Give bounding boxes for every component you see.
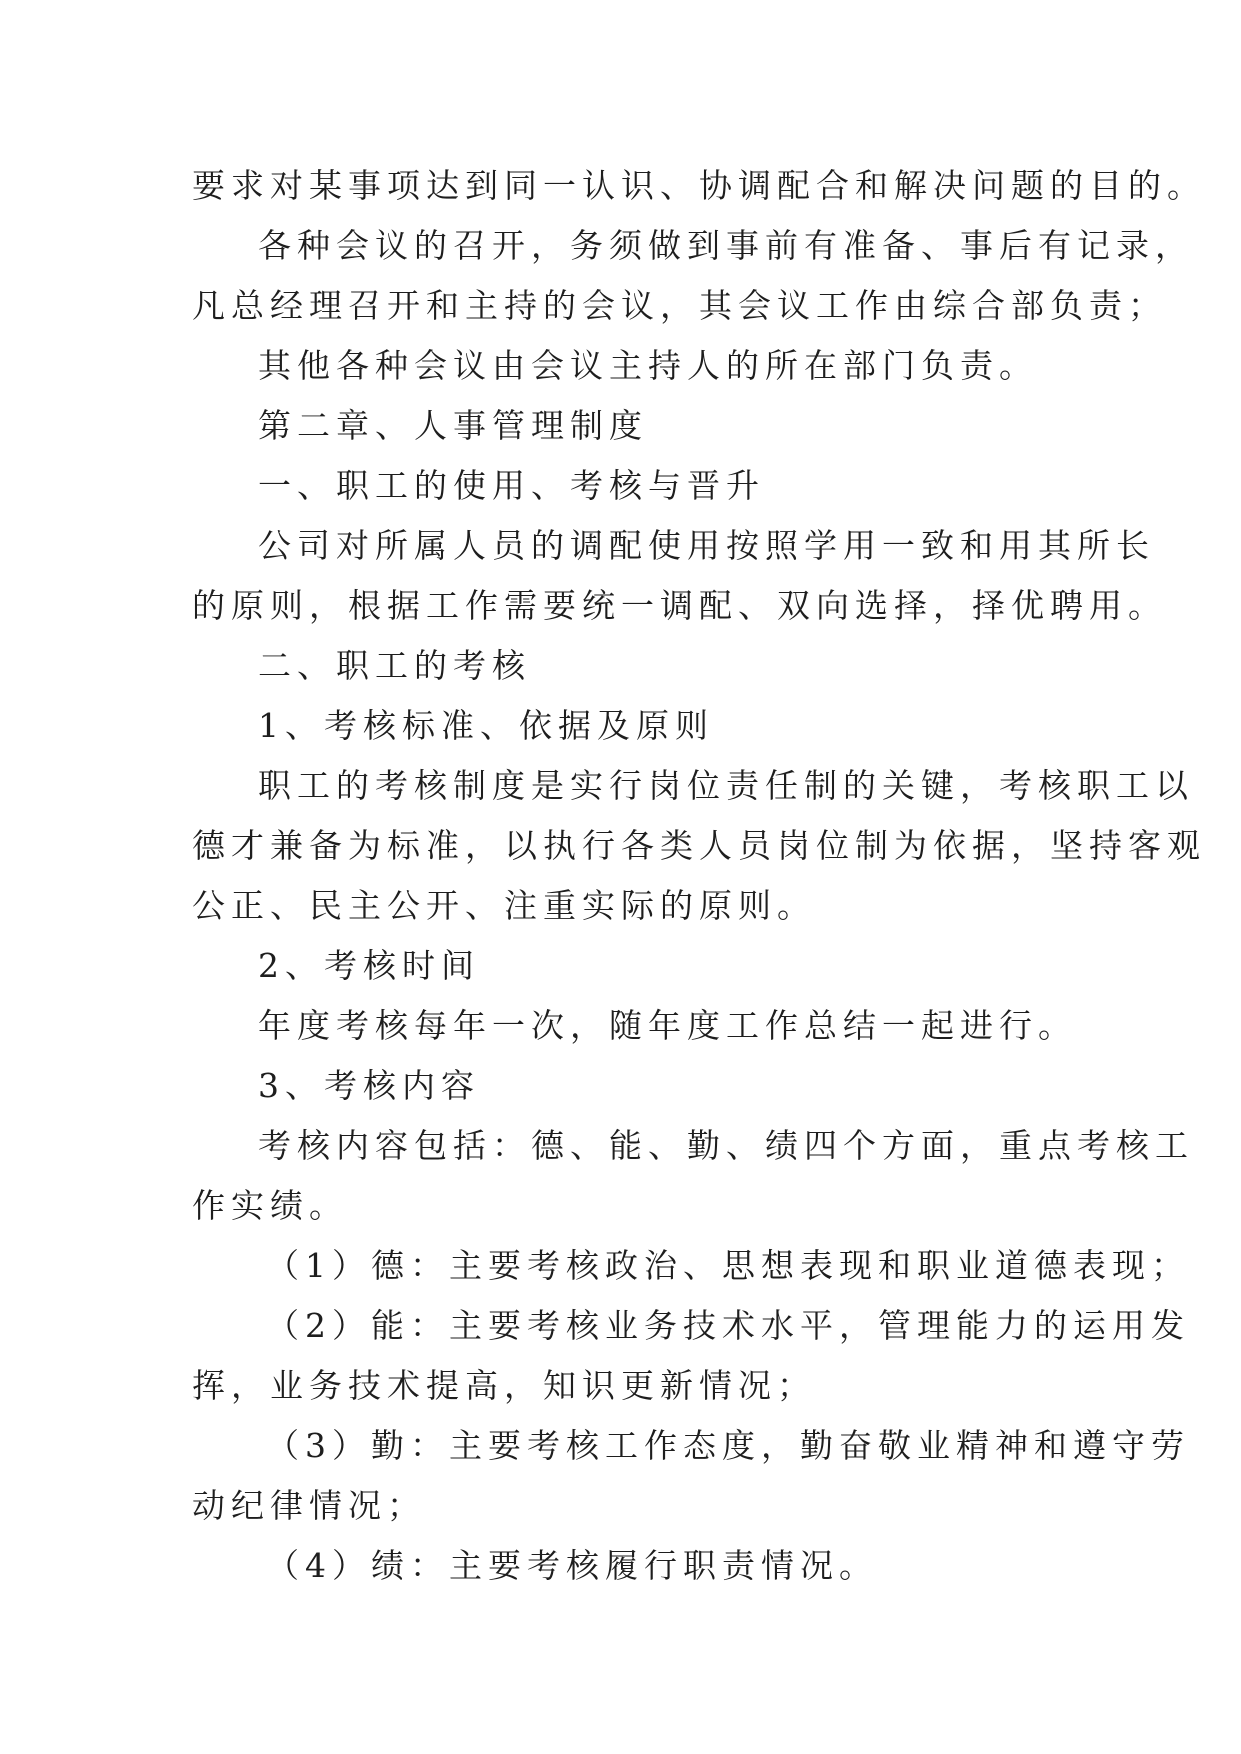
list-item-2: （2）能：主要考核业务技术水平，管理能力的运用发: [266, 1306, 1190, 1345]
subsection-heading-2: 2、考核时间: [258, 946, 480, 985]
text-line-4: 其他各种会议由会议主持人的所在部门负责。: [258, 346, 1038, 385]
text-line-2: 各种会议的召开，务须做到事前有准备、事后有记录，: [258, 226, 1194, 265]
text-line-13: 公正、民主公开、注重实际的原则。: [192, 886, 816, 925]
list-item-3-continued: 动纪律情况；: [192, 1486, 426, 1525]
text-line-17: 考核内容包括：德、能、勤、绩四个方面，重点考核工: [258, 1126, 1194, 1165]
section-heading-1: 一、职工的使用、考核与晋升: [258, 466, 765, 505]
subsection-heading-1: 1、考核标准、依据及原则: [258, 706, 714, 745]
text-line-11: 职工的考核制度是实行岗位责任制的关键，考核职工以: [258, 766, 1194, 805]
subsection-heading-3: 3、考核内容: [258, 1066, 480, 1105]
document-body: [192, 156, 1206, 1596]
list-item-1: （1）德：主要考核政治、思想表现和职业道德表现；: [266, 1246, 1190, 1285]
list-item-2-continued: 挥，业务技术提高，知识更新情况；: [192, 1366, 816, 1405]
text-line-12: 德才兼备为标准，以执行各类人员岗位制为依据，坚持客观: [192, 826, 1206, 865]
text-line-1: 要求对某事项达到同一认识、协调配合和解决问题的目的。: [192, 166, 1206, 205]
text-line-18: 作实绩。: [192, 1186, 348, 1225]
list-item-3: （3）勤：主要考核工作态度，勤奋敬业精神和遵守劳: [266, 1426, 1190, 1465]
section-heading-2: 二、职工的考核: [258, 646, 531, 685]
list-item-4: （4）绩：主要考核履行职责情况。: [266, 1546, 878, 1585]
text-line-3: 凡总经理召开和主持的会议，其会议工作由综合部负责；: [192, 286, 1167, 325]
text-line-7: 公司对所属人员的调配使用按照学用一致和用其所长: [258, 526, 1155, 565]
text-line-15: 年度考核每年一次，随年度工作总结一起进行。: [258, 1006, 1077, 1045]
chapter-heading: 第二章、人事管理制度: [258, 406, 648, 445]
text-line-8: 的原则，根据工作需要统一调配、双向选择，择优聘用。: [192, 586, 1167, 625]
